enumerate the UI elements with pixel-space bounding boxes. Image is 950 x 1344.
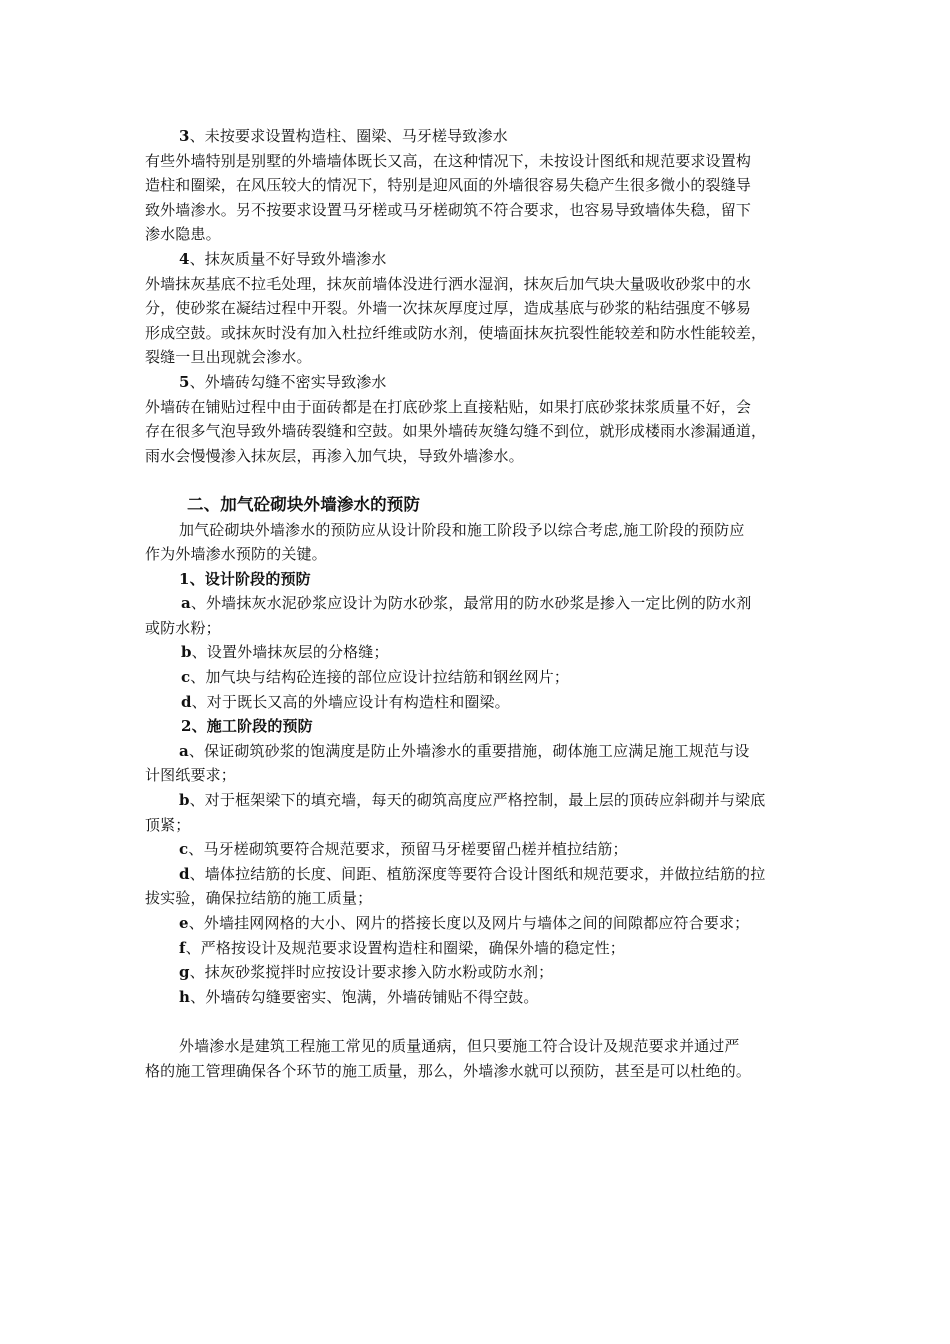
- construction-item-d-cont: 拔实验，确保拉结筋的施工质量；: [145, 889, 373, 908]
- design-item-c: [145, 665, 813, 690]
- construction-item-f-label: f: [179, 938, 186, 957]
- cause-3-number: 3: [179, 127, 190, 145]
- design-item-a: [145, 591, 813, 616]
- construction-item-e-label: e: [179, 914, 189, 932]
- construction-stage-title: 2、施工阶段的预防: [181, 717, 313, 736]
- spacer: [145, 468, 813, 493]
- intro-line-1: 加气砼砌块外墙渗水的预防应从设计阶段和施工阶段予以综合考虑,施工阶段的预防应: [179, 520, 745, 539]
- construction-item-a-text: 、保证砌筑砂浆的饱满度是防止外墙渗水的重要措施，砌体施工应满足施工规范与设: [188, 741, 750, 760]
- cause-3-line-2: 造柱和圈梁，在风压较大的情况下，特别是迎风面的外墙很容易失稳产生很多微小的裂缝导: [145, 176, 752, 195]
- cause-5-number: 5: [179, 372, 190, 391]
- construction-item-c: [145, 837, 813, 862]
- section-heading: 二、加气砼砌块外墙渗水的预防: [187, 494, 421, 514]
- design-item-b-label: b: [181, 643, 192, 662]
- cause-4-line-4: 裂缝一旦出现就会渗水。: [145, 348, 312, 367]
- cause-5-line-3: 雨水会慢慢渗入抹灰层，再渗入加气块，导致外墙渗水。: [145, 446, 524, 465]
- construction-item-h-label: h: [179, 987, 191, 1006]
- construction-item-c-text: 、马牙槎砌筑要符合规范要求，预留马牙槎要留凸槎并植拉结筋；: [188, 840, 628, 859]
- construction-item-g: [145, 960, 813, 985]
- cause-5-line-1: 外墙砖在铺贴过程中由于面砖都是在打底砂浆上直接粘贴，如果打底砂浆抹浆质量不好，会: [145, 397, 752, 416]
- construction-item-a-label: a: [179, 741, 189, 760]
- construction-item-d-label: d: [179, 864, 190, 883]
- intro-line-2: 作为外墙渗水预防的关键。: [145, 545, 327, 564]
- design-item-d-text: 、对于既长又高的外墙应设计有构造柱和圈梁。: [191, 692, 510, 711]
- construction-item-b-text: 、对于框架梁下的填充墙，每天的砌筑高度应严格控制，最上层的顶砖应斜砌并与梁底: [189, 791, 766, 810]
- design-item-a-label: a: [181, 594, 191, 613]
- cause-4-line-1: 外墙抹灰基底不拉毛处理，抹灰前墙体没进行洒水湿润，抹灰后加气块大量吸收砂浆中的水: [145, 274, 752, 293]
- construction-item-c-label: c: [179, 840, 189, 859]
- construction-item-a: [145, 739, 813, 764]
- spacer: [145, 1009, 813, 1034]
- cause-3-heading: [145, 124, 813, 149]
- design-item-b: [145, 640, 813, 665]
- cause-4-line-3: 形成空鼓。或抹灰时没有加入杜拉纤维或防水剂，使墙面抹灰抗裂性能较差和防水性能较差，: [145, 323, 767, 342]
- cause-3-line-3: 致外墙渗水。另不按要求设置马牙槎或马牙槎砌筑不符合要求，也容易导致墙体失稳，留下: [145, 200, 752, 219]
- cause-5-line-2: 存在很多气泡导致外墙砖裂缝和空鼓。如果外墙砖灰缝勾缝不到位，就形成楼雨水渗漏通道，: [145, 422, 767, 441]
- construction-item-e: [145, 911, 813, 936]
- construction-item-d: [145, 862, 813, 887]
- construction-item-b-label: b: [179, 791, 190, 810]
- cause-4-line-2: 分，使砂浆在凝结过程中开裂。外墙一次抹灰厚度过厚，造成基底与砂浆的粘结强度不够易: [145, 299, 752, 318]
- cause-3-title: 、未按要求设置构造柱、圈梁、马牙槎导致渗水: [189, 127, 508, 145]
- design-item-a-cont: 或防水粉；: [145, 618, 221, 637]
- design-item-a-text: 、外墙抹灰水泥砂浆应设计为防水砂浆，最常用的防水砂浆是掺入一定比例的防水剂: [190, 594, 752, 613]
- cause-5-title: 、外墙砖勾缝不密实导致渗水: [189, 372, 387, 391]
- design-item-c-label: c: [181, 668, 191, 687]
- design-item-b-text: 、设置外墙抹灰层的分格缝；: [191, 643, 389, 662]
- construction-item-e-text: 、外墙挂网网格的大小、网片的搭接长度以及网片与墙体之间的间隙都应符合要求；: [188, 914, 750, 932]
- cause-4-heading: [145, 247, 813, 272]
- construction-item-f-text: 、严格按设计及规范要求设置构造柱和圈梁，确保外墙的稳定性；: [185, 938, 625, 957]
- conclusion-line-1: 外墙渗水是建筑工程施工常见的质量通病，但只要施工符合设计及规范要求并通过严: [179, 1036, 740, 1055]
- construction-item-a-cont: 计图纸要求；: [145, 766, 236, 785]
- construction-item-d-text: 、墙体拉结筋的长度、间距、植筋深度等要符合设计图纸和规范要求，并做拉结筋的拉: [189, 864, 766, 883]
- design-item-d: [145, 690, 813, 715]
- construction-item-b-cont: 顶紧；: [145, 815, 191, 834]
- design-item-c-text: 、加气块与结构砼连接的部位应设计拉结筋和钢丝网片；: [190, 668, 570, 687]
- design-stage-title: 1、设计阶段的预防: [179, 569, 311, 588]
- construction-item-g-label: g: [179, 963, 190, 982]
- cause-4-number: 4: [179, 249, 190, 268]
- construction-item-h-text: 、外墙砖勾缝要密实、饱满，外墙砖铺贴不得空鼓。: [190, 987, 539, 1006]
- cause-4-title: 、抹灰质量不好导致外墙渗水: [189, 249, 387, 268]
- cause-3-line-4: 渗水隐患。: [145, 225, 221, 244]
- document-body: [145, 124, 813, 1083]
- conclusion-line-2: 格的施工管理确保各个环节的施工质量，那么，外墙渗水就可以预防，甚至是可以杜绝的。: [145, 1061, 752, 1080]
- design-item-d-label: d: [181, 692, 192, 711]
- construction-item-h: [145, 985, 813, 1010]
- construction-item-b: [145, 788, 813, 813]
- cause-3-line-1: 有些外墙特别是别墅的外墙墙体既长又高，在这种情况下，未按设计图纸和规范要求设置构: [145, 151, 752, 170]
- construction-item-f: [145, 936, 813, 961]
- construction-item-g-text: 、抹灰砂浆搅拌时应按设计要求掺入防水粉或防水剂；: [189, 963, 554, 982]
- cause-5-heading: [145, 370, 813, 395]
